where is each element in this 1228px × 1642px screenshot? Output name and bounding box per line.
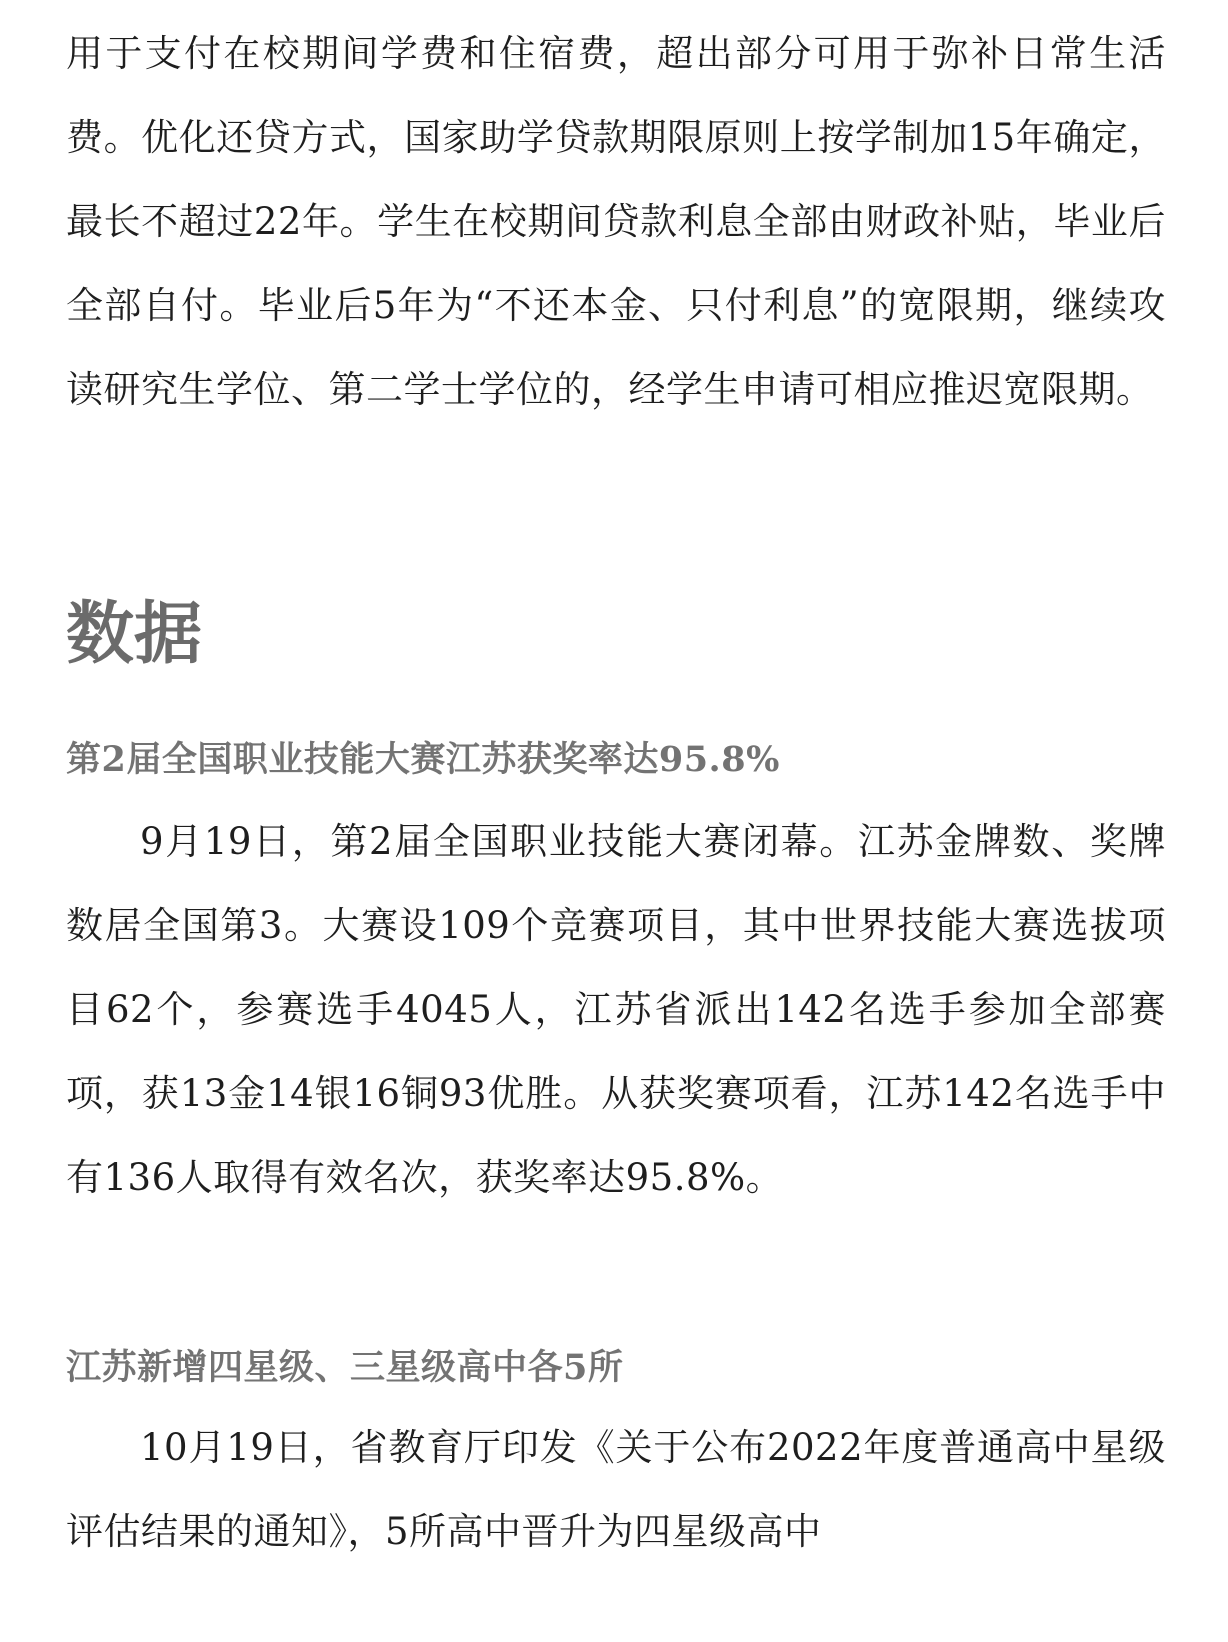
article-body: 10月19日，省教育厅印发《关于公布2022年度普通高中星级评估结果的通知》，5所高中晋升为四星级高中 <box>66 1426 1166 1553</box>
intro-paragraph: 用于支付在校期间学费和住宿费，超出部分可用于弥补日常生活费。优化还贷方式，国家助学贷款期限原则上按学制加15年确定，最长不超过22年。学生在校期间贷款利息全部由财政补贴，毕业后全部自付。毕业后5年为“不还本金、只付利息”的宽限期，继续攻读研究生学位、第二学士学位的，经学生申请可相应推迟宽限期。 <box>66 32 1166 411</box>
article-title: 江苏新增四星级、三星级高中各5所 <box>66 1347 624 1388</box>
article-body: 9月19日，第2届全国职业技能大赛闭幕。江苏金牌数、奖牌数居全国第3。大赛设109个竞赛项目，其中世界技能大赛选拔项目62个，参赛选手4045人，江苏省派出142名选手参加全部赛项，获13金14银16铜93优胜。从获奖赛项看，江苏142名选手中有136人取得有效名次，获奖率达95.8%。 <box>66 820 1166 1199</box>
section-heading: 数据 <box>66 595 203 674</box>
article-title: 第2届全国职业技能大赛江苏获奖率达95.8% <box>66 739 780 780</box>
